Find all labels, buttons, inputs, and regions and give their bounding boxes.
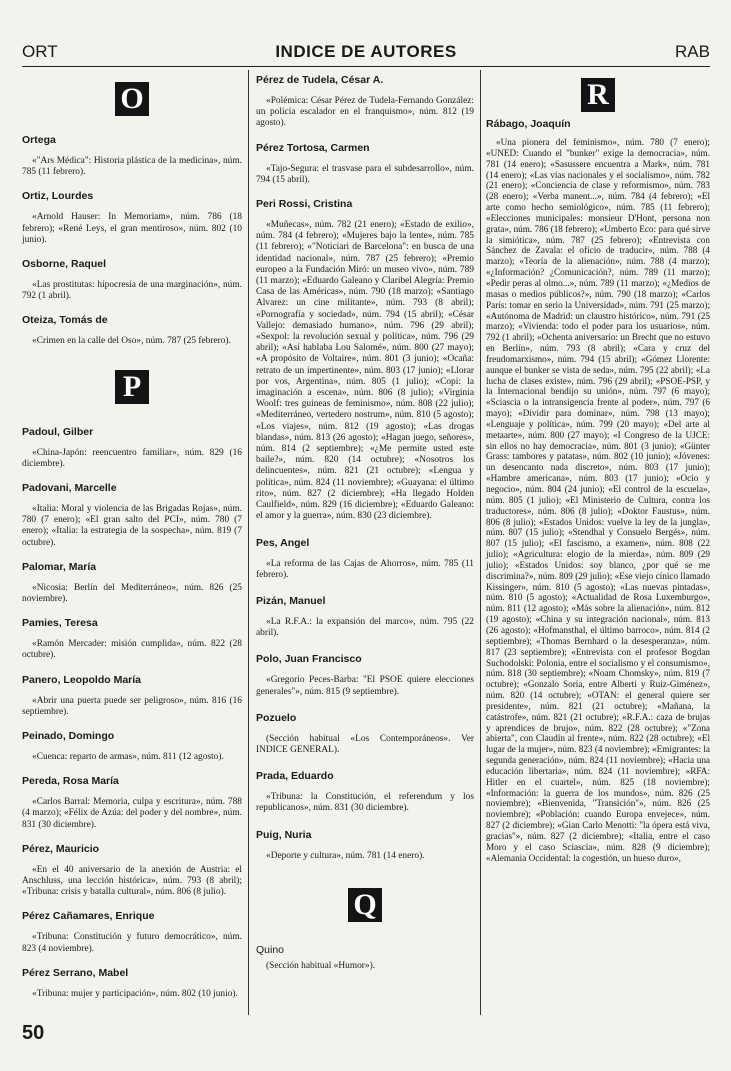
entry-padovani: «Italia: Moral y violencia de las Brigadas Rojas», núm. 780 (7 enero); «El gran salto del PCI», núm. 780 (7 enero); «Italia: la estrategia de la sospecha», núm. 819 (7 octubre). xyxy=(22,504,242,548)
column-1 xyxy=(22,72,242,1000)
entry-panero: «Abrir una puerta puede ser peligroso», núm. 816 (16 septiembre). xyxy=(22,695,242,717)
entry-pizan: «La R.F.A.: la expansión del marco», núm. 795 (22 abril). xyxy=(256,616,474,639)
author-ortega: Ortega xyxy=(22,134,56,146)
author-pozuelo: Pozuelo xyxy=(256,711,297,724)
page-number: 50 xyxy=(22,1022,45,1044)
author-osborne: Osborne, Raquel xyxy=(22,258,107,271)
author-perez-de-tudela: Pérez de Tudela, César A. xyxy=(256,74,384,86)
author-quino: Quino xyxy=(256,943,285,956)
header-left-keyword: ORT xyxy=(22,42,58,61)
column-divider-2 xyxy=(480,70,481,1015)
author-ortiz: Ortiz, Lourdes xyxy=(22,190,94,203)
entry-rabago: «Una pionera del feminismo», núm. 780 (7 enero); «UNED: Cuando el "bunker" exige la democracia», núm. 781 (14 enero); «Sasussere encuentra a Mark», núm. 781 (14 enero); «Las vías nacionales y el socialismo», núm. 782 (21 enero); «Conciencia de clase y reformismo», núm. 783 (28 enero); «Verba manent...», núm. 784 (4 febrero); «El arte como hecho semiológico», núm. 785 (11 febrero); «Elecciones municipales: monsieur D'Hont, persona non grata», núm. 786 (18 febrero); «Umberto Eco: para qué sirve la simiótica», núm. 787 (25 febrero); «Entrevista con Sánchez de Zavala: el oficio de traducir», núm. 788 (4 marzo); «Teoría de la alienación», núm. 788 (4 marzo); «¿Información? ¿Comunicación?, núm. 789 (11 marzo); «Pedir peras al olmo...», núm. 789 (11 marzo); «¿Medios de masas o medios públicos?», núm. 790 (18 marzo); «Carlos París: tomar en serio la Universidad», núm. 791 (25 marzo); «Autónoma de Madrid: un claustro histórico», núm. 791 (25 marzo); «Vivienda: todo el poder para los usuarios», núm. 792 (1 abril); «Ochenta aniversario: un Brecht que no estuvo en Berlín», núm. 793 (8 abril); «Cara y cruz del freudomarxismo», núm. 794 (15 abril); «Gómez Llorente: aunque el bunker se vista de seda», núm. 795 (22 abril); «La lucha de clases existe», núm. 796 (29 abril); «PSOE-PSP, y la Internacional bendijo su unión», núm. 797 (6 mayo); «Sciascia o la intransigencia frente al poder», núm. 797 (6 mayo); «Dividir para dominar», núm. 798 (13 mayo); «Lenguaje y política», núm. 799 (20 mayo); «Del arte al metaarte», núm. 800 (27 mayo); «I Congreso de la UJCE: sin ellos no hay democracia», núm. 801 (3 junio); «Günter Grass: tambores y patatas», núm. 802 (10 junio); «Jóvenes: un desencanto nada discreto», núm. 803 (17 junio); «Hambre americana», núm. 803 (17 junio); «Ocio y negocio», núm. 804 (24 junio); «El control de la escuela», núm. 805 (1 julio); «El Ministerio de Cultura, contra los traductores», núm. 806 (8 julio); «Doktor Faustus», núm. 806 (8 julio); «Estados Unidos: vuelve la ley de la jungla», núm. 807 (15 julio); «Stendhal y Consuelo Bergés», núm. 807 (15 julio); «El fascismo, a examen», núm. 808 (22 julio); «Agricultura: elogio de la mierda», núm. 809 (29 julio); «Estados Unidos: soy blanco, ¿por qué se me discrimina?», núm. 809 (29 julio); «Ese viejo cínico llamado Kissinger», núm. 810 (5 agosto); «Las nuevas pintadas», núm. 810 (5 agosto); «Actualidad de Rosa Luxemburgo», núm. 811 (12 agosto); «Más sobre la alienación», núm. 812 (19 agosto); «China y su integración nacional», núm. 813 (26 agosto); «Hofmansthal, el último barroco», núm. 814 (2 septiembre); «Thomas Bernhard o la desesperanza», núm. 817 (23 septiembre); «Entrevista con el profesor Bogdan Suchodolski: Polonia, entre el socialismo y el consumismo», núm. 818 (30 septiembre); «Noam Chomsky», núm. 819 (7 octubre); «Gonzalo Soria, entre Alberti y Ruiz-Giménez», núm. 820 (14 octubre); «OTAN: el general quiere ser presidente», núm. 821 (21 octubre); «Mañana, la catástrofe», núm. 821 (21 octubre); «R.F.A.: caza de brujas y aprendices de brujo», núm. 822 (28 octubre); «"Zona abierta", con Claudín al frente», núm. 822 (28 octubre); «El lugar de la mujer», núm. 823 (4 noviembre); «Emigrantes: la segunda generación», núm. 824 (11 noviembre); «Hacia una educación libertaria», núm. 824 (11 noviembre); «RFA: Hitler en el cuartel», núm. 825 (18 noviembre); «Información: la guerra de los mundos», núm. 826 (25 noviembre); «Bienvenida, "Transición"», núm. 826 (25 noviembre); «Población: cuando Europa envejece», núm. 827 (2 diciembre); «Gian Carlo Menotti: "la ópera está viva, gracias"», núm. 827 (2 diciembre); «Italia, entre el caso Moro y el caso Sciascia», núm. 828 (9 diciembre); «Alemania Occidental: la cogestión, un hueso duro», xyxy=(486,137,710,863)
entry-ortiz: «Arnold Hauser: In Memoriam», núm. 786 (18 febrero); «René Leys, el gran mentiroso», núm. 802 (10 junio). xyxy=(22,212,242,245)
author-palomar: Palomar, María xyxy=(22,560,97,573)
entry-quino: (Sección habitual «Humor»). xyxy=(266,960,376,971)
author-perez-serrano: Pérez Serrano, Mabel xyxy=(22,966,129,979)
section-letter-o: O xyxy=(115,82,149,116)
header-right-keyword: RAB xyxy=(675,42,710,61)
entry-perez-canamares: «Tribuna: Constitución y futuro democrático», núm. 823 (4 noviembre). xyxy=(22,932,242,954)
author-pereda: Pereda, Rosa María xyxy=(22,775,119,788)
entry-peri-rossi: «Muñecas», núm. 782 (21 enero); «Estado de exilio», núm. 784 (4 febrero); «Mujeres bajo la lente», núm. 785 (11 febrero); «"Noticiari de Barcelona": en busca de una identidad nacional», núm. 787 (25 febrero); «Premio europeo a la Fundación Miró: un museo vivo», núm. 789 (11 marzo); «Eduardo Galeano y Claribel Alegría: Premio Casa de las Américas», núm. 790 (18 marzo); «Santiago Alvarez: un cine militante», núm. 793 (8 abril); «Pornografía y sociedad», núm. 794 (15 abril); «César Vallejo: demasiado humano», núm. 796 (29 abril); «Sexpol: la revolución sexual y política», núm. 796 (29 abril); «Así hablaba Lou Salomé», núm. 800 (27 mayo); «A propósito de Voltaire», núm. 801 (3 junio); «Ocaña: retrato de un impertinente», núm. 803 (17 junio); «Llorar por vos, Argentina», núm. 805 (1 julio); «Copi: la imaginación a escena», núm. 806 (8 julio); «Virginia Woolf: tres guineas de feminismo», núm. 808 (22 julio); «Mediterráneo, vertedero nostrum», núm. 810 (5 agosto); «Los viajes», núm. 812 (19 agosto); «Las drogas blandas», núm. 813 (26 agosto); «Hagan juego, señores», núm. 814 (2 septiembre); «¿Me permite usted este baile?», núm. 820 (14 octubre); «Nosotros los delincuentes», núm. 821 (21 octubre); «Lengua y política», núm. 824 (11 noviembre); «Guayana: el último rito», núm. 827 (2 diciembre); «Ha llegado Holden Caulfield», núm. 829 (16 diciembre); «Eduardo Galeano: el amor y la guerra», núm. 830 (23 diciembre). xyxy=(256,220,474,522)
entry-pereda: «Carlos Barral: Memoria, culpa y escritura», núm. 788 (4 marzo); «Félix de Azúa: del poder y del nombre», núm. 831 (30 diciembre). xyxy=(22,797,242,830)
entry-perez-mauricio: «En el 40 aniversario de la anexión de Austria: el Anschluss, una lección histórica», núm. 793 (8 abril); «Tribuna: crisis y batalla cultural», núm. 806 (8 julio). xyxy=(22,864,242,898)
author-padovani: Padovani, Marcelle xyxy=(22,482,117,495)
author-polo: Polo, Juan Francisco xyxy=(256,653,362,666)
author-panero: Panero, Leopoldo María xyxy=(22,673,142,686)
entry-perez-serrano: «Tribuna: mujer y participación», núm. 802 (10 junio). xyxy=(32,988,238,999)
entry-pes: «La reforma de las Cajas de Ahorros», núm. 785 (11 febrero). xyxy=(256,558,474,580)
section-letter-p: P xyxy=(115,370,149,404)
entry-oteiza: «Crimen en la calle del Oso», núm. 787 (25 febrero). xyxy=(32,336,231,347)
running-header xyxy=(22,42,710,66)
entry-perez-de-tudela: «Polémica: César Pérez de Tudela-Fernando González: un policía escalador en el franquismo», núm. 812 (19 agosto). xyxy=(256,96,474,129)
author-peinado: Peinado, Domingo xyxy=(22,730,115,743)
entry-puig: «Deporte y cultura», núm. 781 (14 enero). xyxy=(266,850,425,861)
author-perez-canamares: Pérez Cañamares, Enrique xyxy=(22,910,155,923)
entry-padoul: «China-Japón: reencuentro familiar», núm. 829 (16 diciembre). xyxy=(22,447,242,469)
header-rule xyxy=(22,66,710,67)
author-puig: Puig, Nuria xyxy=(256,828,312,841)
author-rabago: Rábago, Joaquín xyxy=(486,118,571,130)
entry-osborne: «Las prostitutas: hipocresía de una marginación», núm. 792 (1 abril). xyxy=(22,280,242,302)
author-oteiza: Oteiza, Tomás de xyxy=(22,314,108,327)
author-pizan: Pizán, Manuel xyxy=(256,594,326,607)
author-pamies: Pamies, Teresa xyxy=(22,617,98,630)
entry-prada: «Tribuna: la Constitución, el referendum y los republicanos», núm. 831 (30 diciembre). xyxy=(256,792,474,814)
entry-ortega: «"Ars Médica": Historia plástica de la medicina», núm. 785 (11 febrero). xyxy=(22,156,242,178)
author-prada: Prada, Eduardo xyxy=(256,770,334,783)
author-perez-mauricio: Pérez, Mauricio xyxy=(22,842,100,855)
author-padoul: Padoul, Gilber xyxy=(22,425,94,438)
section-letter-r: R xyxy=(581,78,615,112)
author-perez-tortosa: Pérez Tortosa, Carmen xyxy=(256,141,370,154)
entry-pamies: «Ramón Mercader: misión cumplida», núm. 822 (28 octubre). xyxy=(22,639,242,661)
section-letter-q: Q xyxy=(348,888,382,922)
page-title: INDICE DE AUTORES xyxy=(275,42,457,61)
entry-polo: «Gregorio Peces-Barba: "El PSOE quiere elecciones generales"», núm. 815 (9 septiembre). xyxy=(256,675,474,697)
column-2 xyxy=(256,72,474,972)
column-divider-1 xyxy=(248,70,249,1015)
author-peri-rossi: Peri Rossi, Cristina xyxy=(256,198,353,211)
column-3 xyxy=(486,72,710,864)
author-pes: Pes, Angel xyxy=(256,536,310,549)
entry-palomar: «Nicosia: Berlín del Mediterráneo», núm. 826 (25 noviembre). xyxy=(22,582,242,605)
entry-perez-tortosa: «Tajo-Segura: el trasvase para el subdesarrollo», núm. 794 (15 abril). xyxy=(256,163,474,185)
entry-pozuelo: (Sección habitual «Los Contemporáneos». Ver INDICE GENERAL). xyxy=(256,733,474,755)
entry-peinado: «Cuenca: reparto de armas», núm. 811 (12 agosto). xyxy=(32,752,224,763)
